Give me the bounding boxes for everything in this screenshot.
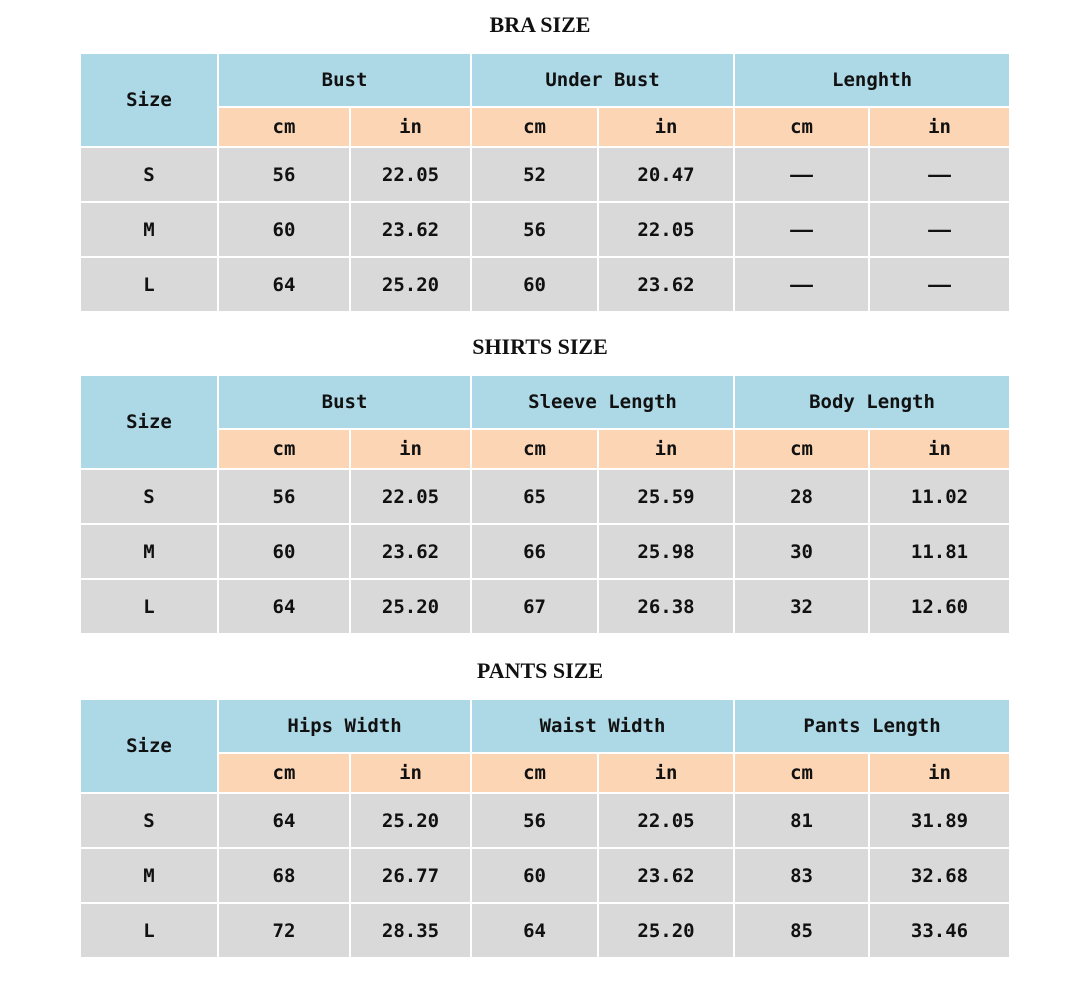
table-cell: 22.05 [350,469,471,524]
size-column-header: Size [80,699,218,793]
size-cell: L [80,903,218,958]
table-cell: 23.62 [598,257,734,312]
table-row [80,202,1010,257]
table-cell: 11.02 [869,469,1010,524]
group-header: Under Bust [471,53,734,107]
unit-header: in [598,107,734,147]
size-column-header: Size [80,375,218,469]
unit-header: cm [471,753,598,793]
table-row [80,579,1010,634]
unit-header: in [350,753,471,793]
table-cell: 20.47 [598,147,734,202]
bra-size-table [79,52,1011,313]
table-cell: 56 [218,469,350,524]
unit-header: cm [734,753,869,793]
table-cell: 31.89 [869,793,1010,848]
group-header: Hips Width [218,699,471,753]
size-cell: M [80,202,218,257]
size-column-header: Size [80,53,218,147]
size-cell: S [80,147,218,202]
table-cell: 28.35 [350,903,471,958]
size-cell: S [80,793,218,848]
table-row [80,147,1010,202]
pants-size-table [79,698,1011,959]
table-cell: —— [869,147,1010,202]
group-header: Sleeve Length [471,375,734,429]
table-cell: 64 [218,257,350,312]
table-cell: 22.05 [598,202,734,257]
unit-header: in [350,107,471,147]
unit-header: in [869,429,1010,469]
bra-size-title: BRA SIZE [489,12,591,37]
table-cell: 60 [218,524,350,579]
table-cell: —— [734,147,869,202]
table-cell: —— [734,202,869,257]
group-header: Bust [218,53,471,107]
size-cell: S [80,469,218,524]
table-cell: 25.98 [598,524,734,579]
table-row [80,469,1010,524]
table-cell: 28 [734,469,869,524]
table-cell: 81 [734,793,869,848]
table-cell: 64 [471,903,598,958]
group-header: Waist Width [471,699,734,753]
table-cell: 25.59 [598,469,734,524]
table-cell: 56 [471,793,598,848]
table-cell: 25.20 [598,903,734,958]
table-row [80,793,1010,848]
table-cell: 23.62 [350,202,471,257]
table-row [80,903,1010,958]
group-header: Bust [218,375,471,429]
table-cell: 85 [734,903,869,958]
unit-header: in [598,753,734,793]
table-cell: 32.68 [869,848,1010,903]
table-cell: 26.77 [350,848,471,903]
table-cell: 52 [471,147,598,202]
table-cell: 83 [734,848,869,903]
size-cell: L [80,257,218,312]
table-cell: 64 [218,793,350,848]
table-cell: 22.05 [350,147,471,202]
table-cell: 60 [218,202,350,257]
group-header: Lenghth [734,53,1010,107]
table-cell: 26.38 [598,579,734,634]
pants-size-title: PANTS SIZE [476,658,604,683]
table-cell: 25.20 [350,257,471,312]
table-cell: 11.81 [869,524,1010,579]
table-cell: 22.05 [598,793,734,848]
table-row [80,848,1010,903]
size-cell: L [80,579,218,634]
table-cell: —— [869,202,1010,257]
unit-header: in [598,429,734,469]
table-cell: 68 [218,848,350,903]
table-cell: 72 [218,903,350,958]
unit-header: cm [218,107,350,147]
table-cell: 67 [471,579,598,634]
table-cell: 60 [471,257,598,312]
unit-header: cm [734,429,869,469]
table-cell: 23.62 [350,524,471,579]
table-cell: 56 [218,147,350,202]
table-row [80,524,1010,579]
unit-header: cm [734,107,869,147]
unit-header: in [869,753,1010,793]
unit-header: cm [471,107,598,147]
table-cell: 25.20 [350,579,471,634]
unit-header: cm [218,429,350,469]
table-cell: 64 [218,579,350,634]
table-cell: 33.46 [869,903,1010,958]
table-cell: 56 [471,202,598,257]
group-header: Body Length [734,375,1010,429]
table-cell: 66 [471,524,598,579]
unit-header: cm [471,429,598,469]
table-cell: 60 [471,848,598,903]
table-cell: 12.60 [869,579,1010,634]
shirts-size-table [79,374,1011,635]
table-cell: 32 [734,579,869,634]
table-cell: 65 [471,469,598,524]
unit-header: cm [218,753,350,793]
size-cell: M [80,848,218,903]
shirts-size-title: SHIRTS SIZE [472,334,608,359]
group-header: Pants Length [734,699,1010,753]
table-cell: 25.20 [350,793,471,848]
size-cell: M [80,524,218,579]
table-cell: —— [869,257,1010,312]
table-row [80,257,1010,312]
table-cell: 30 [734,524,869,579]
table-cell: 23.62 [598,848,734,903]
unit-header: in [350,429,471,469]
unit-header: in [869,107,1010,147]
table-cell: —— [734,257,869,312]
